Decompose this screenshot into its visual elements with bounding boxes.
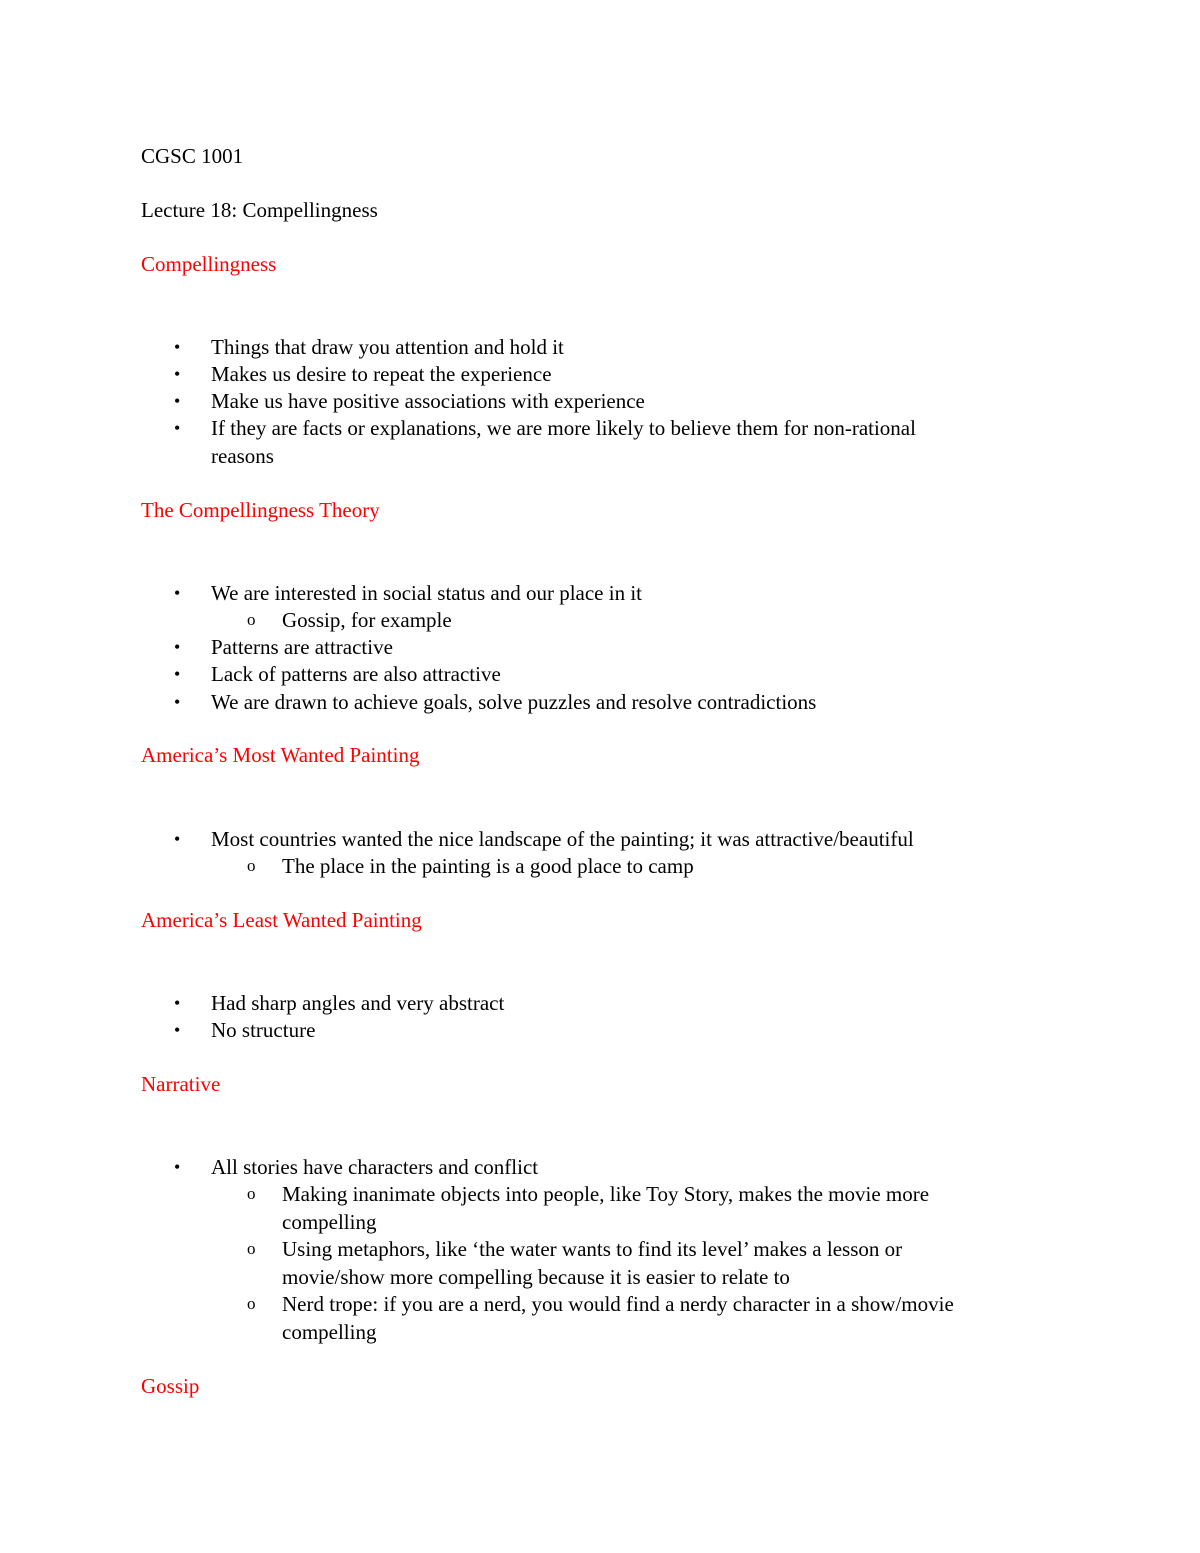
list-item: If they are facts or explanations, we are more likely to believe them for non-rational [211,416,916,440]
list-item: Patterns are attractive [211,635,393,659]
bullet-icon [174,1153,180,1181]
sub-list-item: Gossip, for example [282,608,452,632]
section-heading: America’s Most Wanted Painting [141,743,420,767]
list-item: We are interested in social status and our place in it [211,581,642,605]
sub-bullet-icon [247,606,256,634]
sub-list-item-continuation: compelling [282,1210,377,1234]
section-heading: Gossip [141,1374,200,1398]
sub-list-item: Making inanimate objects into people, like Toy Story, makes the movie more [282,1182,930,1206]
bullet-icon [174,660,180,688]
bullet-icon [174,633,180,661]
course-code: CGSC 1001 [141,144,244,168]
sub-bullet-icon [247,852,256,880]
sub-bullet-icon [247,1235,256,1263]
list-item: Things that draw you attention and hold it [211,335,564,359]
list-item: No structure [211,1018,316,1042]
bullet-icon [174,688,180,716]
sub-list-item: Using metaphors, like ‘the water wants to find its level’ makes a lesson or [282,1237,903,1261]
bullet-icon [174,579,180,607]
bullet-icon [174,360,180,388]
list-item: Makes us desire to repeat the experience [211,362,552,386]
bullet-icon [174,387,180,415]
list-item: All stories have characters and conflict [211,1155,539,1179]
sub-list-item: The place in the painting is a good place to camp [282,854,694,878]
list-item: We are drawn to achieve goals, solve puzzles and resolve contradictions [211,690,817,714]
list-item: Most countries wanted the nice landscape of the painting; it was attractive/beautiful [211,827,914,851]
sub-list-item-continuation: compelling [282,1320,377,1344]
bullet-icon [174,333,180,361]
section-heading: Compellingness [141,252,277,276]
list-item: Had sharp angles and very abstract [211,991,505,1015]
sub-bullet-icon [247,1290,256,1318]
sub-list-item-continuation: movie/show more compelling because it is easier to relate to [282,1265,790,1289]
bullet-icon [174,825,180,853]
sub-bullet-icon [247,1180,256,1208]
section-heading: The Compellingness Theory [141,498,380,522]
list-item: Lack of patterns are also attractive [211,662,501,686]
bullet-icon [174,414,180,442]
lecture-title: Lecture 18: Compellingness [141,198,378,222]
sub-list-item: Nerd trope: if you are a nerd, you would find a nerdy character in a show/movie [282,1292,954,1316]
list-item-continuation: reasons [211,444,274,468]
section-heading: America’s Least Wanted Painting [141,908,422,932]
bullet-icon [174,1016,180,1044]
section-heading: Narrative [141,1072,221,1096]
bullet-icon [174,989,180,1017]
list-item: Make us have positive associations with experience [211,389,645,413]
